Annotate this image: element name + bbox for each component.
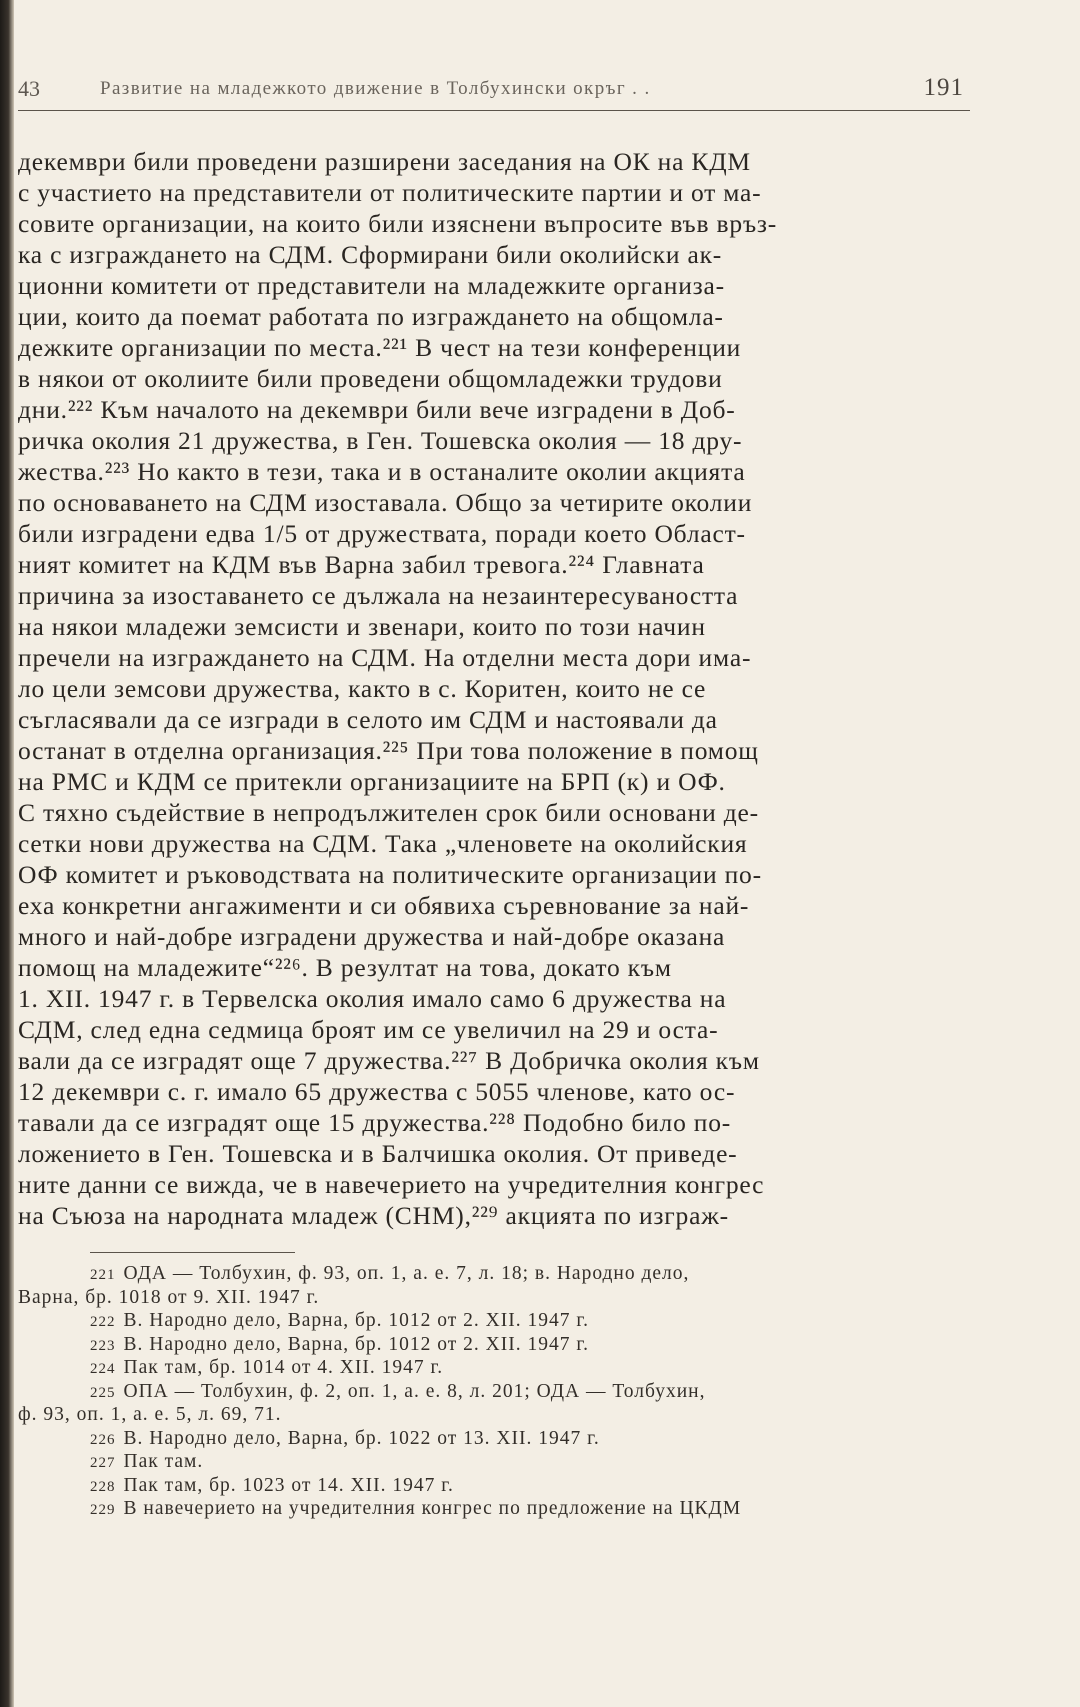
- footnote-text: ф. 93, оп. 1, а. е. 5, л. 69, 71.: [18, 1404, 282, 1425]
- body-line: дежките организации по места.²²¹ В чест на тези конференции: [18, 333, 742, 362]
- body-line: съгласявали да се изгради в селото им СДМ и настоявали да: [18, 705, 718, 734]
- footnote-line: [18, 1286, 978, 1310]
- footnote-line: [18, 1309, 978, 1333]
- body-line: тавали да се изградят още 15 дружества.²²⁸ Подобно било по-: [18, 1108, 732, 1137]
- body-line: дни.²²² Към началото на декември били вече изградени в Доб-: [18, 395, 736, 424]
- body-line: на РМС и КДМ се притекли организациите на БРП (к) и ОФ.: [18, 767, 726, 796]
- body-line: жества.²²³ Но както в тези, така и в останалите околии акцията: [18, 457, 746, 486]
- footnote-text: В навечерието на учредителния конгрес по предложение на ЦКДМ: [123, 1498, 742, 1519]
- footnote-line: [18, 1403, 978, 1427]
- body-line: с участието на представители от политическите партии и от ма-: [18, 178, 762, 207]
- footnote-text: В. Народно дело, Варна, бр. 1022 от 13. XII. 1947 г.: [123, 1427, 600, 1449]
- footnote-separator: [90, 1252, 295, 1253]
- body-line: много и най-добре изградени дружества и най-добре оказана: [18, 922, 726, 951]
- body-line: помощ на младежите“²²⁶. В резултат на това, докато към: [18, 953, 672, 982]
- body-line: причина за изоставането се дължала на незаинтересуваността: [18, 581, 739, 610]
- footnote-number: 227: [90, 1455, 116, 1471]
- running-title: Развитие на младежкото движение в Толбухински окръг . .: [100, 78, 651, 99]
- body-line: на някои младежи земсисти и звенари, които по този начин: [18, 612, 706, 641]
- footnote-text: Пак там, бр. 1023 от 14. XII. 1947 г.: [123, 1474, 454, 1496]
- footnote-number: 224: [90, 1361, 116, 1377]
- footnote-line: [18, 1262, 978, 1286]
- body-line: ционни комитети от представители на младежките организа-: [18, 271, 725, 300]
- book-spine-shadow: [0, 0, 14, 1707]
- footnote-text: Варна, бр. 1018 от 9. XII. 1947 г.: [18, 1286, 320, 1308]
- footnote-line: [18, 1427, 978, 1451]
- footnote-number: 223: [90, 1337, 116, 1354]
- footnote-text: ОПА — Толбухин, ф. 2, оп. 1, а. е. 8, л. 201; ОДА — Толбухин,: [123, 1380, 706, 1402]
- body-line: останат в отделна организация.²²⁵ При това положение в помощ: [18, 736, 759, 765]
- body-line: в някои от околиите били проведени общомладежки трудови: [18, 364, 723, 393]
- footnote-text: Пак там.: [123, 1451, 204, 1472]
- footnote-line: [18, 1356, 978, 1380]
- body-line: сетки нови дружества на СДМ. Така „членовете на околийския: [18, 829, 748, 858]
- body-line: С тяхно съдействие в непродължителен срок били основани де-: [18, 798, 759, 827]
- book-page: [18, 0, 1073, 1707]
- left-page-number: 43: [18, 76, 40, 101]
- footnote-line: [18, 1474, 978, 1498]
- footnote-line: [18, 1450, 978, 1474]
- footnote-number: 221: [90, 1267, 116, 1283]
- page-number: 191: [923, 74, 964, 101]
- body-line: СДМ, след една седмица броят им се увеличил на 29 и оста-: [18, 1015, 719, 1044]
- body-line: били изградени едва 1/5 от дружествата, поради което Област-: [18, 519, 746, 548]
- footnote-line: [18, 1333, 978, 1357]
- body-line: ции, които да поемат работата по изграждането на общомла-: [18, 302, 724, 331]
- footnote-text: В. Народно дело, Варна, бр. 1012 от 2. XII. 1947 г.: [123, 1310, 590, 1331]
- body-line: еха конкретни ангажименти и си обявиха съревнование за най-: [18, 891, 750, 920]
- footnote-line: [18, 1497, 978, 1521]
- body-line: ричка околия 21 дружества, в Ген. Тошевска околия — 18 дру-: [18, 426, 743, 455]
- body-line: 12 декември с. г. имало 65 дружества с 5055 членове, като ос-: [18, 1077, 736, 1106]
- footnote-number: 225: [90, 1384, 116, 1401]
- body-line: ните данни се вижда, че в навечерието на учредителния конгрес: [18, 1170, 765, 1199]
- body-line: ложението в Ген. Тошевска и в Балчишка околия. От приведе-: [18, 1139, 738, 1168]
- body-text: [18, 146, 978, 1231]
- footnote-number: 228: [90, 1478, 116, 1495]
- footnote-text: ОДА — Толбухин, ф. 93, оп. 1, а. е. 7, л. 18; в. Народно дело,: [123, 1263, 690, 1284]
- running-header: [18, 70, 970, 111]
- body-line: 1. XII. 1947 г. в Тервелска околия имало само 6 дружества на: [18, 984, 727, 1013]
- footnote-text: В. Народно дело, Варна, бр. 1012 от 2. XII. 1947 г.: [123, 1333, 590, 1355]
- body-line: ка с изграждането на СДМ. Сформирани били околийски ак-: [18, 240, 723, 269]
- body-line: на Съюза на народната младеж (СНМ),²²⁹ акцията по изграж-: [18, 1201, 729, 1230]
- footnote-number: 229: [90, 1502, 116, 1518]
- body-line: по основаването на СДМ изоставала. Общо за четирите околии: [18, 488, 753, 517]
- body-line: совите организации, на които били изяснени въпросите във връз-: [18, 209, 778, 238]
- body-line: ният комитет на КДМ във Варна забил тревога.²²⁴ Главната: [18, 550, 705, 579]
- footnote-number: 226: [90, 1431, 116, 1448]
- footnote-text: Пак там, бр. 1014 от 4. XII. 1947 г.: [123, 1357, 444, 1378]
- footnotes: [18, 1262, 978, 1521]
- body-line: ло цели земсови дружества, както в с. Коритен, които не се: [18, 674, 707, 703]
- body-line: вали да се изградят още 7 дружества.²²⁷ В Добричка околия към: [18, 1046, 760, 1075]
- body-line: ОФ комитет и ръководствата на политическите организации по-: [18, 860, 762, 889]
- body-line: пречели на изграждането на СДМ. На отделни места дори имa-: [18, 643, 752, 672]
- footnote-number: 222: [90, 1314, 116, 1330]
- footnote-line: [18, 1380, 978, 1404]
- body-line: декември били проведени разширени заседания на ОК на КДМ: [18, 147, 751, 176]
